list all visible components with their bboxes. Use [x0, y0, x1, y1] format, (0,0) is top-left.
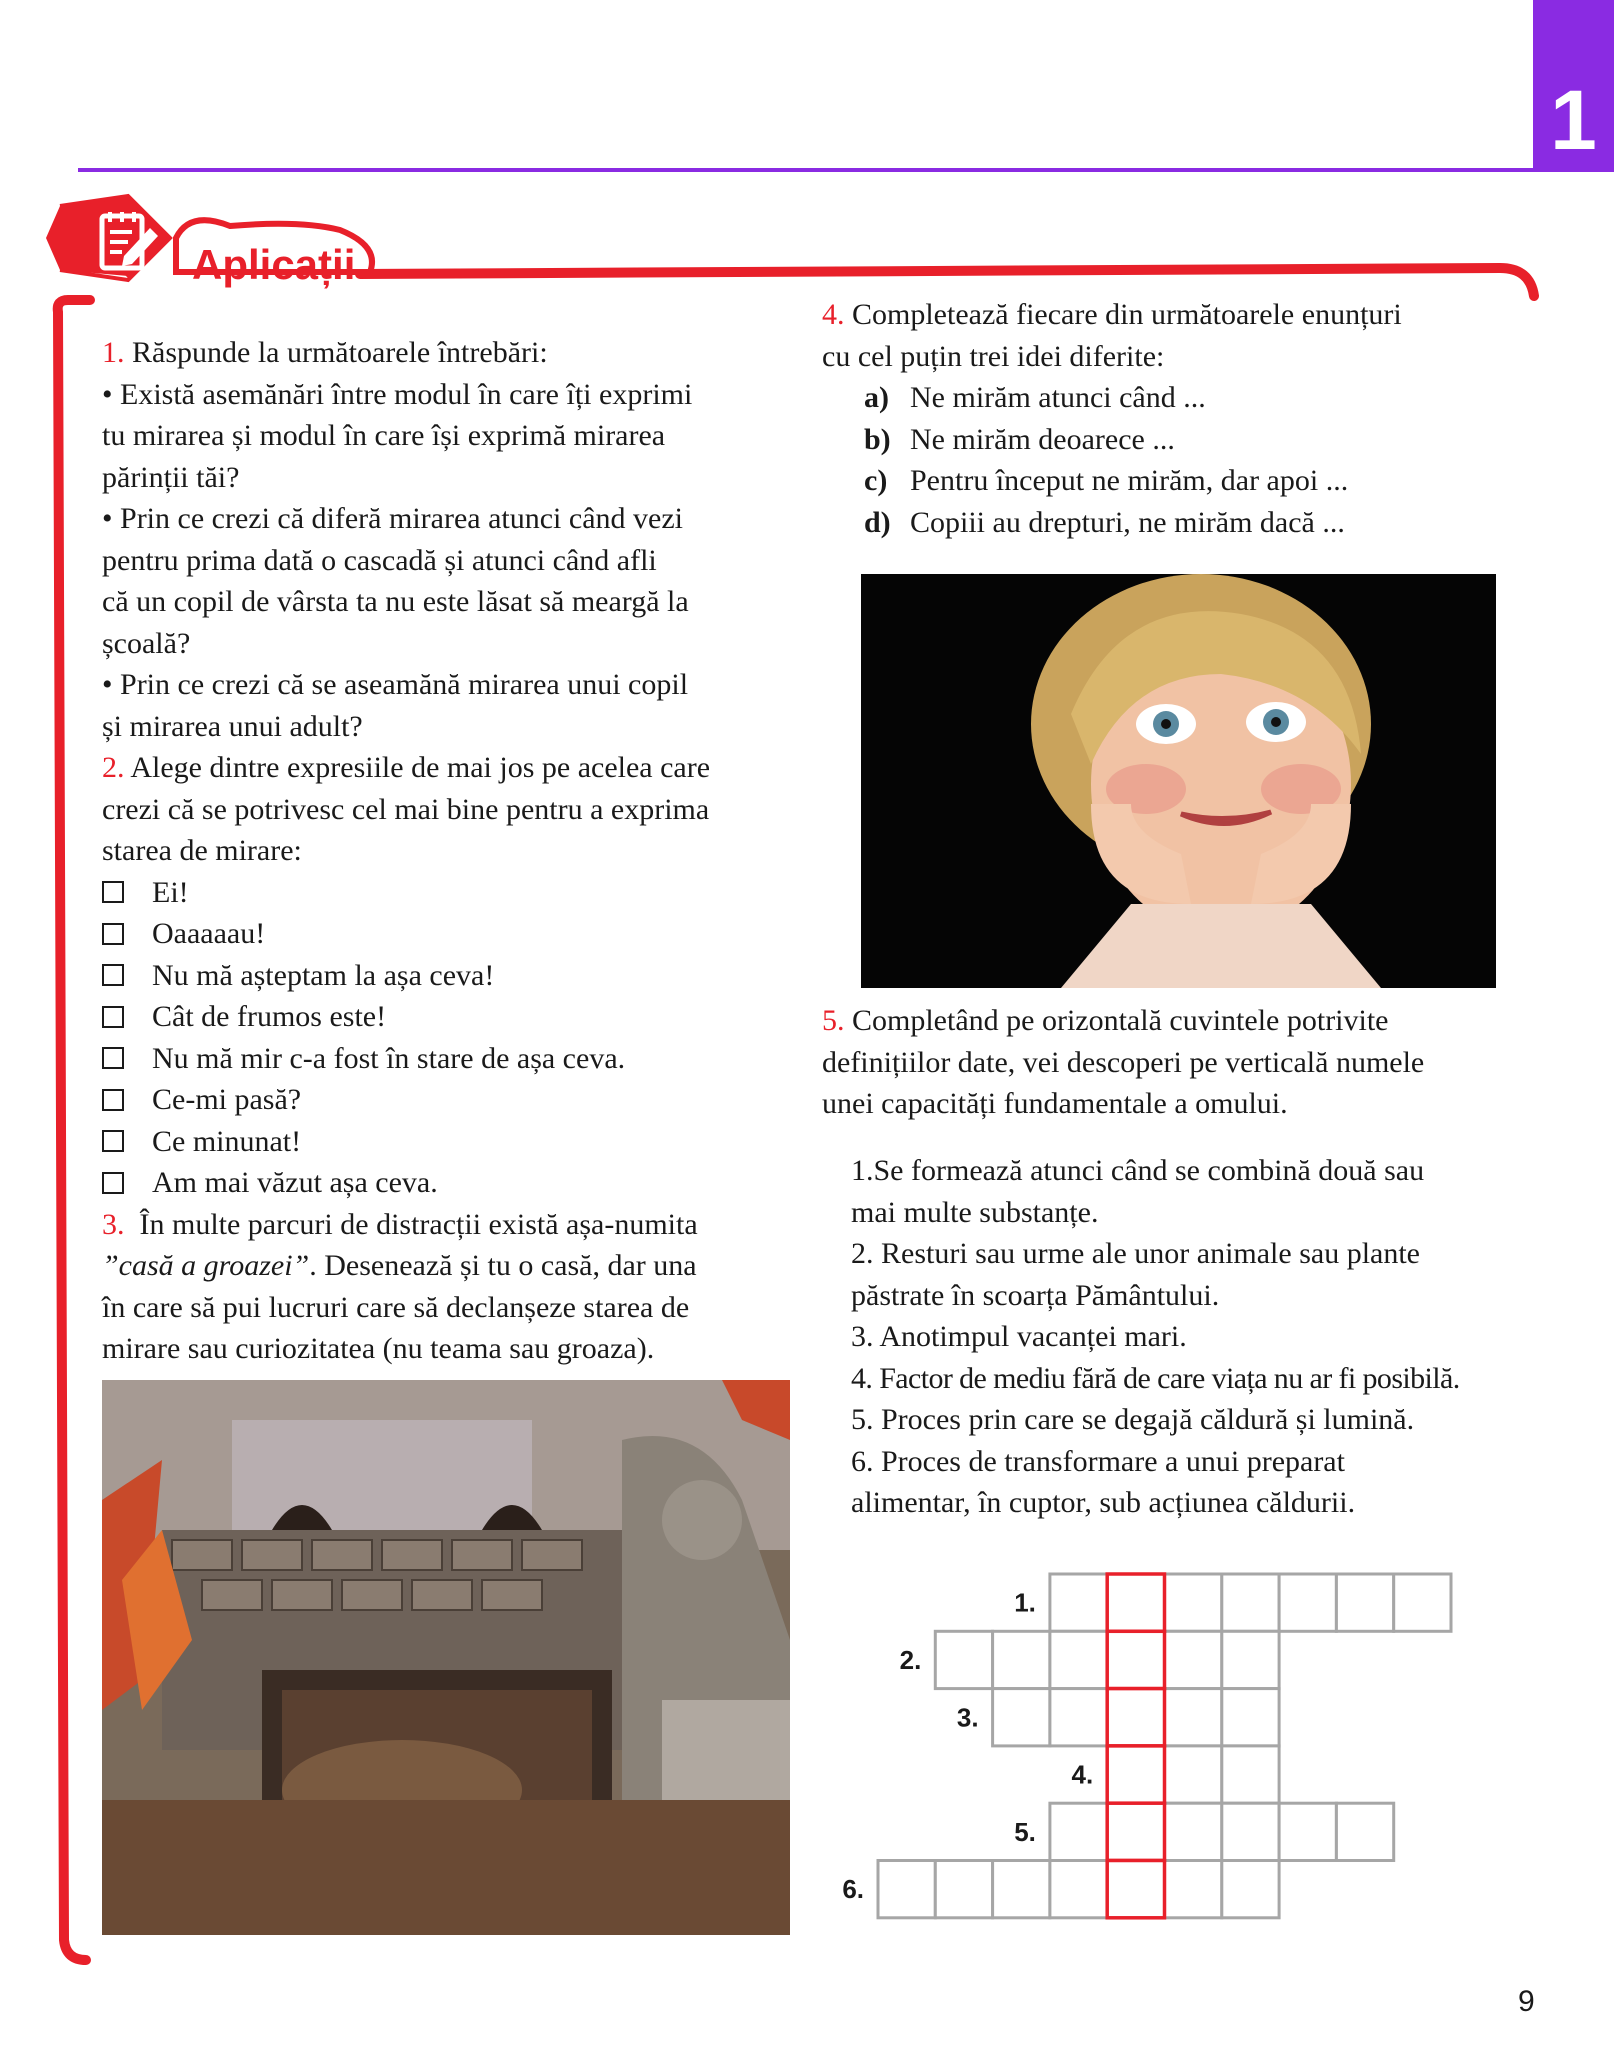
item-letter: d) [864, 505, 891, 539]
option-label: Oaaaaau! [152, 917, 266, 950]
crossword-cell[interactable] [1050, 1803, 1107, 1860]
crossword-cell[interactable] [1050, 1861, 1107, 1918]
exercise1-line: că un copil de vârsta ta nu este lăsat să meargă la [102, 585, 689, 618]
exercise3-italic: ”casă a groazei” [102, 1249, 310, 1282]
exercise3-text: În multe parcuri de distracții există așa-numita [139, 1207, 698, 1241]
crossword-cell[interactable] [1165, 1574, 1222, 1631]
option-label: Ei! [152, 875, 189, 909]
crossword-cell[interactable] [1165, 1746, 1222, 1803]
exercise4-number: 4. [822, 298, 845, 331]
item-letter: c) [864, 464, 888, 497]
option-label: Am mai văzut așa ceva. [152, 1166, 438, 1199]
crossword-cell[interactable] [1279, 1803, 1336, 1860]
exercise2-line: crezi că se potrivesc cel mai bine pentru a exprima [102, 792, 710, 826]
crossword-cell[interactable] [1050, 1631, 1107, 1688]
crossword-cell[interactable] [1336, 1574, 1393, 1631]
exercise3-number: 3. [102, 1207, 125, 1241]
option-label: Cât de frumos este! [152, 1000, 387, 1033]
exercise5-line: definițiilor date, vei descoperi pe verticală numele [822, 1045, 1425, 1079]
exercise5-number: 5. [822, 1004, 845, 1037]
crossword-key-cell[interactable] [1107, 1746, 1164, 1803]
exercise1-line: • Există asemănări între modul în care îți exprimi [102, 377, 693, 411]
crossword-cell[interactable] [1222, 1803, 1279, 1860]
exercise1-line: • Prin ce crezi că diferă mirarea atunci când vezi [102, 502, 683, 535]
clue-line: 1.Se formează atunci când se combină două sau [851, 1154, 1425, 1187]
clue-line: păstrate în scoarța Pământului. [851, 1278, 1220, 1312]
crossword-row-label: 6. [842, 1874, 864, 1905]
crossword-row-label: 5. [1014, 1816, 1036, 1847]
crossword-cell[interactable] [935, 1861, 992, 1918]
chapter-number: 1 [1550, 73, 1597, 167]
crossword-cell[interactable] [1279, 1574, 1336, 1631]
exercise2-number: 2. [102, 751, 125, 784]
option-label: Nu mă mir c-a fost în stare de așa ceva. [152, 1041, 626, 1075]
crossword-cell[interactable] [1222, 1746, 1279, 1803]
exercise1-line: tu mirarea și modul în care își exprimă mirarea [102, 419, 666, 452]
exercise1-line: • Prin ce crezi că se aseamănă mirarea unui copil [102, 668, 689, 701]
exercise4-line: cu cel puțin trei idei diferite: [822, 339, 1165, 373]
page-number: 9 [1518, 1985, 1535, 2018]
crossword-key-cell[interactable] [1107, 1689, 1164, 1746]
exercise1-line: școală? [102, 626, 191, 660]
exercise1-number: 1. [102, 336, 125, 369]
crossword-cell[interactable] [1165, 1631, 1222, 1688]
exercise3-text: . Desenează și tu o casă, dar una [309, 1249, 697, 1282]
crossword-cell[interactable] [993, 1861, 1050, 1918]
item-text: Copiii au drepturi, ne mirăm dacă ... [910, 505, 1345, 539]
crossword-key-cell[interactable] [1107, 1574, 1164, 1631]
item-text: Ne mirăm atunci când ... [910, 381, 1206, 414]
crossword-cell[interactable] [1222, 1574, 1279, 1631]
crossword-cell[interactable] [1222, 1631, 1279, 1688]
item-text: Ne mirăm deoarece ... [910, 422, 1175, 456]
crossword-cell[interactable] [1165, 1803, 1222, 1860]
crossword-row-label: 3. [956, 1702, 979, 1733]
clue-line: 2. Resturi sau urme ale unor animale sau plante [851, 1237, 1420, 1270]
crossword-key-cell[interactable] [1107, 1631, 1164, 1688]
crossword-cell[interactable] [878, 1861, 935, 1918]
clue-line: mai multe substanțe. [851, 1195, 1099, 1229]
item-text: Pentru început ne mirăm, dar apoi ... [910, 464, 1349, 497]
crossword-cell[interactable] [1222, 1689, 1279, 1746]
item-letter: a) [864, 381, 889, 414]
clue-line: 6. Proces de transformare a unui preparat [851, 1444, 1345, 1478]
crossword-key-cell[interactable] [1107, 1861, 1164, 1918]
exercise4-text: Completează fiecare din următoarele enunțuri [852, 298, 1402, 331]
crossword-cell[interactable] [1050, 1689, 1107, 1746]
exercise3-line: mirare sau curiozitatea (nu teama sau groaza). [102, 1332, 655, 1365]
crossword-cell[interactable] [993, 1631, 1050, 1688]
clue-line: 4. Factor de mediu fără de care viața nu ar fi posibilă. [851, 1361, 1460, 1395]
exercise5-text: Completând pe orizontală cuvintele potrivite [852, 1004, 1389, 1037]
option-label: Nu mă așteptam la așa ceva! [152, 958, 495, 992]
crossword-cell[interactable] [1394, 1574, 1451, 1631]
item-letter: b) [864, 422, 891, 456]
crossword-cell[interactable] [993, 1689, 1050, 1746]
exercise5-line: unei capacități fundamentale a omului. [822, 1087, 1288, 1120]
crossword-cell[interactable] [935, 1631, 992, 1688]
section-title: Aplicații [192, 241, 356, 288]
crossword-cell[interactable] [1165, 1689, 1222, 1746]
crossword-row-label: 2. [899, 1644, 922, 1675]
crossword-row-label: 4. [1071, 1759, 1094, 1790]
exercise2-text: Alege dintre expresiile de mai jos pe acelea care [130, 751, 711, 784]
crossword-cell[interactable] [1336, 1803, 1393, 1860]
clue-line: 5. Proces prin care se degajă căldură și lumină. [851, 1403, 1415, 1436]
exercise2-line: starea de mirare: [102, 834, 302, 867]
option-label: Ce minunat! [152, 1124, 302, 1158]
clue-line: alimentar, în cuptor, sub acțiunea căldurii. [851, 1486, 1356, 1519]
crossword-cell[interactable] [1222, 1861, 1279, 1918]
crossword-cell[interactable] [1050, 1574, 1107, 1631]
crossword-key-cell[interactable] [1107, 1803, 1164, 1860]
exercise1-line: și mirarea unui adult? [102, 709, 363, 743]
exercise1-line: pentru prima dată o cascadă și atunci când afli [102, 543, 657, 577]
exercise1-prompt-text: Răspunde la următoarele întrebări: [132, 336, 548, 369]
clue-line: 3. Anotimpul vacanței mari. [851, 1320, 1187, 1353]
option-label: Ce-mi pasă? [152, 1083, 302, 1116]
crossword-row-label: 1. [1014, 1587, 1036, 1618]
exercise3-line: în care să pui lucruri care să declanșeze starea de [102, 1290, 690, 1324]
crossword-cell[interactable] [1165, 1861, 1222, 1918]
exercise1-line: părinții tăi? [102, 460, 240, 494]
